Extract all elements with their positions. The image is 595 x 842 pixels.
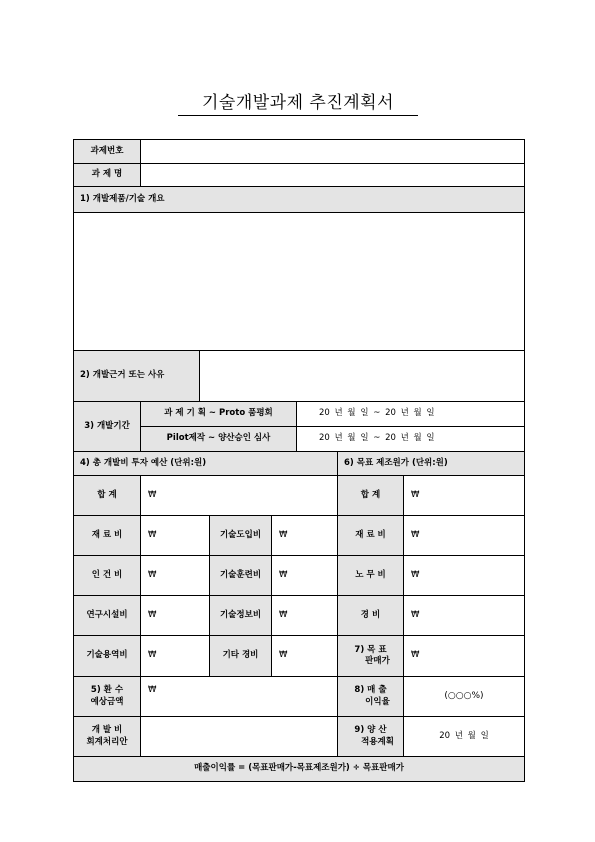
budget-total-field[interactable]: ₩ [141,476,338,516]
budget-tech-info-label: 기술정보비 [210,596,272,636]
budget-tech-training-field[interactable]: ₩ [272,556,338,596]
profit-field[interactable]: (○○○%) [404,677,524,717]
cost-header: 6) 목표 제조원가 (단위:원) [338,452,524,476]
task-name-label: 과 제 명 [74,164,141,187]
overview-header: 1) 개발제품/기술 개요 [74,187,524,213]
production-plan-label-line1: 9) 양 산 [354,725,387,736]
budget-material-label: 재 료 비 [74,516,141,556]
recovery-label [74,677,141,717]
task-number-field[interactable] [141,140,524,164]
title-underline [178,115,418,116]
budget-service-field[interactable]: ₩ [141,636,210,677]
profit-label [338,677,404,717]
cost-expense-field[interactable]: ₩ [404,596,524,636]
recovery-label-line2: 예상금액 [90,696,124,707]
budget-facility-label: 연구시설비 [74,596,141,636]
budget-tech-info-field[interactable]: ₩ [272,596,338,636]
cost-labor-field[interactable]: ₩ [404,556,524,596]
budget-other-field[interactable]: ₩ [272,636,338,677]
cost-material-label: 재 료 비 [338,516,404,556]
budget-tech-intro-field[interactable]: ₩ [272,516,338,556]
cost-total-label: 합 계 [338,476,404,516]
profit-label-line1: 8) 매 출 [354,685,387,696]
target-price-label [338,636,404,677]
period-plan-dates[interactable]: 20 년 월 일 ~ 20 년 월 일 [297,402,524,427]
budget-header: 4) 총 개발비 투자 예산 (단위:원) [74,452,338,476]
budget-service-label: 기술용역비 [74,636,141,677]
rationale-label: 2) 개발근거 또는 사유 [74,351,200,402]
accounting-label [74,717,141,757]
formula-note: 매출이익률 = (목표판매가-목표제조원가) ÷ 목표판매가 [74,757,524,781]
budget-labor-field[interactable]: ₩ [141,556,210,596]
page-title: 기술개발과제 추진계획서 [201,93,395,113]
rationale-field[interactable] [200,351,524,402]
cost-labor-label: 노 무 비 [338,556,404,596]
budget-total-label: 합 계 [74,476,141,516]
production-plan-label [338,717,404,757]
cost-total-field[interactable]: ₩ [404,476,524,516]
task-name-field[interactable] [141,164,524,187]
budget-labor-label: 인 건 비 [74,556,141,596]
target-price-field[interactable]: ₩ [404,636,524,677]
recovery-label-line1: 5) 환 수 [90,685,124,696]
budget-facility-field[interactable]: ₩ [141,596,210,636]
period-label: 3) 개발기간 [74,402,141,452]
budget-material-field[interactable]: ₩ [141,516,210,556]
budget-other-label: 기타 경비 [210,636,272,677]
production-plan-label-line2: 적용계획 [361,736,394,747]
period-plan-label: 과 제 기 획 ~ Proto 품평회 [141,402,297,427]
period-pilot-dates[interactable]: 20 년 월 일 ~ 20 년 월 일 [297,427,524,452]
accounting-field[interactable] [141,717,338,757]
plan-form [73,139,525,782]
budget-tech-training-label: 기술훈련비 [210,556,272,596]
cost-material-field[interactable]: ₩ [404,516,524,556]
budget-tech-intro-label: 기술도입비 [210,516,272,556]
profit-label-line2: 이익율 [365,696,390,707]
cost-expense-label: 경 비 [338,596,404,636]
task-number-label: 과제번호 [74,140,141,164]
accounting-label-line2: 회계처리안 [86,736,128,747]
recovery-field[interactable]: ₩ [141,677,338,717]
overview-content[interactable] [74,213,524,351]
period-pilot-label: Pilot제작 ~ 양산승인 심사 [141,427,297,452]
accounting-label-line1: 개 발 비 [91,725,123,736]
production-plan-field[interactable]: 20 년 월 일 [404,717,524,757]
target-price-label-line1: 7) 목 표 [354,644,387,655]
target-price-label-line2: 판매가 [365,656,390,666]
